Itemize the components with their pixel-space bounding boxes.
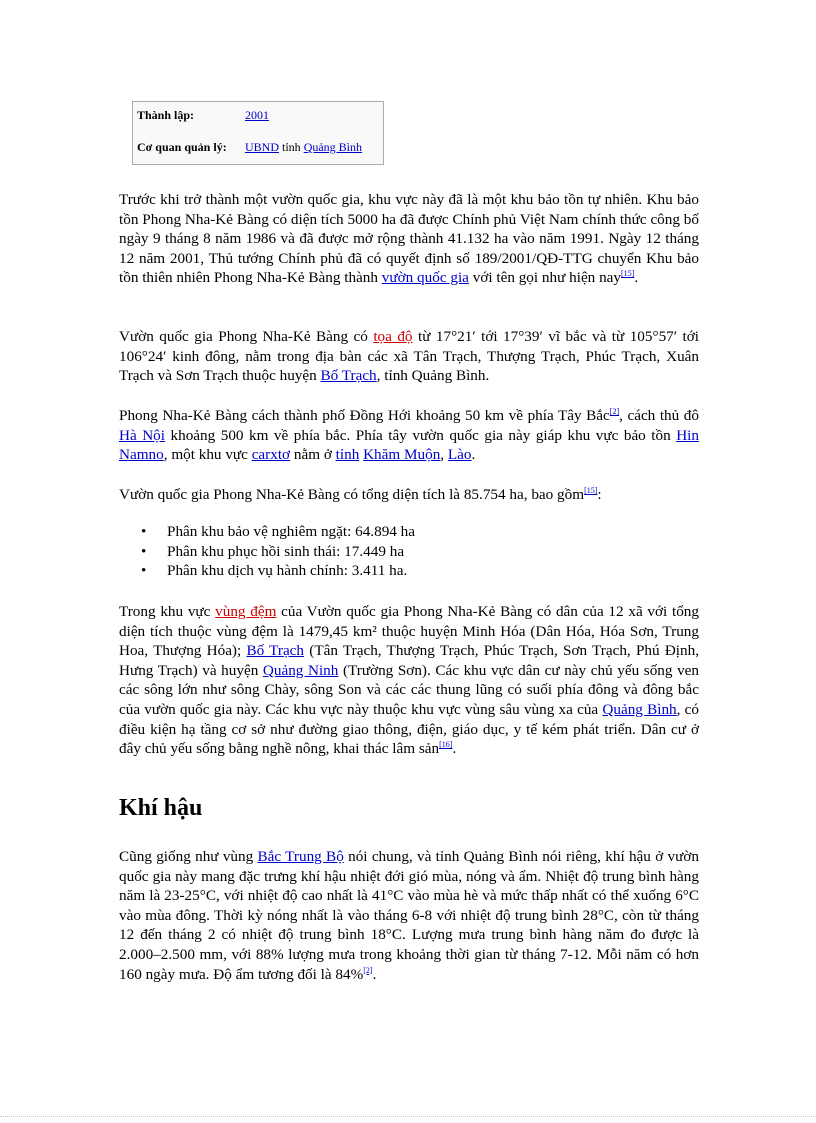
hin-namno-link[interactable]: Hin Namno <box>119 426 699 464</box>
quang-binh-link-2[interactable]: Quảng Bình <box>602 700 677 718</box>
p4-end: : <box>597 486 602 503</box>
p3-t4: , một khu vực <box>163 446 252 464</box>
p3-t2: , cách thủ đô <box>619 407 699 424</box>
bo-trach-link[interactable]: Bố Trạch <box>320 367 377 385</box>
infobox-row-founded <box>137 108 269 123</box>
p2-t3: , tỉnh Quảng Bình. <box>376 367 490 385</box>
p2-t2: từ 17°21′ tới 17°39′ vĩ bắc và từ 105°57′ tới 106°24′ kinh đông, nằm trong địa bàn các xã Tân Trạch, Thượng Trạch, Phúc Trạch, Xuân Trạch và Sơn Trạch thuộc huyện <box>119 328 699 385</box>
p5-t3: (Tân Trạch, Thượng Trạch, Phúc Trạch, Sơn Trạch, Phú Định, Hưng Trạch) và huyện <box>119 642 700 679</box>
quang-ninh-link[interactable]: Quảng Ninh <box>262 661 339 679</box>
founded-year-link[interactable]: 2001 <box>245 108 269 122</box>
bo-trach-link-2[interactable]: Bố Trạch <box>246 642 305 660</box>
toa-do-link[interactable]: tọa độ <box>373 328 413 345</box>
p1-after: với tên gọi như hiện nay <box>468 269 622 287</box>
p3-t7: , <box>440 446 448 464</box>
quang-binh-link[interactable]: Quảng Bình <box>303 140 363 154</box>
p5-t6: . <box>452 740 457 758</box>
p3-t8: . <box>471 446 476 464</box>
p1-text: Trước khi trở thành một vườn quốc gia, khu vực này đã là một khu bảo tồn tự nhiên. Khu bảo tồn Phong Nha-Kẻ Bàng có diện tích 5000 ha đã được Chính phủ Việt Nam chính thức công bố ngày 9 tháng 8 năm 1986 và đã được mở rộng thành 41.132 ha vào năm 1991. Ngày 12 tháng 12 năm 2001, Thủ tướng Chính phủ đã có quyết định số 189/2001/QĐ-TTG chuyển Khu bảo tồn thiên nhiên Phong Nha-Kẻ Bàng thành <box>119 191 699 287</box>
section-heading-climate: Khí hậu <box>119 795 203 821</box>
paragraph-climate <box>119 847 699 984</box>
p5-t2: của Vườn quốc gia Phong Nha-Kẻ Bàng có dân của 12 xã với tổng diện tích thuộc vùng đệm là 1479,45 km² thuộc huyện Minh Hóa (Dân Hóa, Hóa Sơn, Trung Hoa, Thượng Hóa); <box>119 603 699 660</box>
p3-t1: Phong Nha-Kẻ Bàng cách thành phố Đồng Hới khoảng 50 km về phía Tây Bắc <box>119 407 610 424</box>
agency-label: Cơ quan quản lý: <box>137 140 227 154</box>
infobox-row-agency <box>137 140 362 155</box>
list-item: • Phân khu dịch vụ hành chính: 3.411 ha. <box>119 561 699 581</box>
p3-t3: khoảng 500 km về phía bắc. Phía tây vườn quốc gia này giáp khu vực bảo tồn <box>165 426 677 444</box>
vuon-quoc-gia-link[interactable]: vườn quốc gia <box>381 269 469 287</box>
p6-t2: nói chung, và tỉnh Quảng Bình nói riêng, khí hậu ở vườn quốc gia này mang đặc trưng khí hậu nhiệt đới gió mùa, nóng và ẩm. Nhiệt độ trung bình hàng năm là 23-25°C, với nhiệt độ cao nhất là 41°C vào mùa hè và mức thấp nhất có thể xuống 6°C vào mùa đông. Thời kỳ nóng nhất là vào tháng 6-8 với nhiệt độ trung bình 28°C, còn từ tháng 12 đến tháng 2 có nhiệt độ trung bình 18°C. Lượng mưa trung bình hàng năm đo được là 2.000–2.500 mm, với 88% lượng mưa trong khoảng thời gian từ tháng 7-12. Mỗi năm có hơn 160 ngày mưa. Độ ẩm tương đối là 84% <box>119 848 699 983</box>
carxto-link[interactable]: carxtơ <box>251 446 291 464</box>
p5-t5: , có điều kiện hạ tầng cơ sở như đường giao thông, điện, giáo dục, y tế kém phát triển. Dân cư ở đây chủ yếu sống bằng nghề nông, khai thác lâm sản <box>119 700 699 758</box>
ref-2-link[interactable]: [2] <box>609 406 620 416</box>
infobox <box>132 101 384 165</box>
agency-text: tỉnh <box>279 140 304 154</box>
tinh-link[interactable]: tỉnh <box>335 446 360 464</box>
paragraph-buffer-zone <box>119 602 699 759</box>
paragraph-location <box>119 406 699 465</box>
zone-list <box>119 522 699 581</box>
founded-label: Thành lập: <box>137 108 195 122</box>
page-bottom-rule <box>0 1116 816 1117</box>
p6-t1: Cũng giống như vùng <box>119 848 258 865</box>
paragraph-history <box>119 190 699 288</box>
list-item: • Phân khu bảo vệ nghiêm ngặt: 64.894 ha <box>119 522 699 542</box>
ha-noi-link[interactable]: Hà Nội <box>119 426 165 444</box>
p3-t5: nằm ở <box>290 446 336 464</box>
ubnd-link[interactable]: UBND <box>245 140 280 154</box>
lao-link[interactable]: Lào <box>447 446 472 464</box>
ref-15b-link[interactable]: [15] <box>584 485 598 495</box>
ref-15-link[interactable]: [15] <box>621 269 635 279</box>
p2-t1: Vườn quốc gia Phong Nha-Kẻ Bàng có <box>119 328 374 345</box>
paragraph-coordinates <box>119 327 699 386</box>
ref-2b-link[interactable]: [2] <box>363 965 373 975</box>
p6-end: . <box>372 965 377 983</box>
p1-end: . <box>634 269 639 287</box>
paragraph-area <box>119 485 699 505</box>
ref-16-link[interactable]: [16] <box>439 740 453 750</box>
p5-t1: Trong khu vực <box>119 603 216 620</box>
list-item: • Phân khu phục hồi sinh thái: 17.449 ha <box>119 542 699 562</box>
p5-t4: (Trường Sơn). Các khu vực dân cư này chủ yếu sống ven các sông lớn như sông Chày, sông Son và các các thung lũng có suối phía đông và đông bắc của vườn quốc gia này. Các khu vực này thuộc khu vực vùng sâu vùng xa của <box>119 661 700 718</box>
bac-trung-bo-link[interactable]: Bắc Trung Bộ <box>257 848 344 865</box>
p4-text: Vườn quốc gia Phong Nha-Kẻ Bàng có tổng diện tích là 85.754 ha, bao gồm <box>119 486 585 503</box>
kham-muon-link[interactable]: Khăm Muộn <box>363 446 441 464</box>
vung-dem-link[interactable]: vùng đệm <box>215 603 277 620</box>
